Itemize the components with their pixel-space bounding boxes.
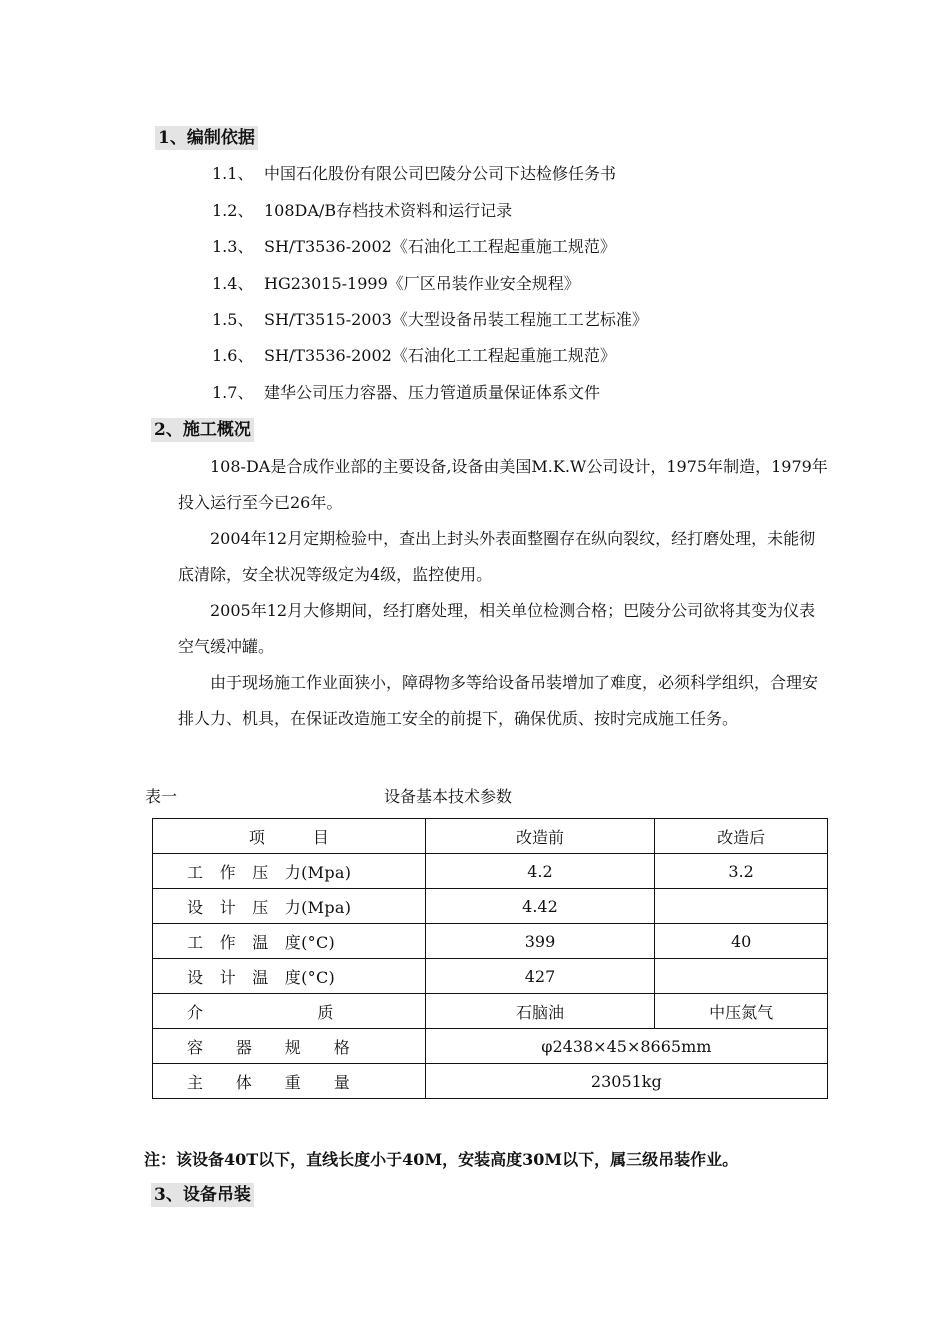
item-text: SH/T3515-2003《大型设备吊装工程施工工艺标准》 [264, 310, 648, 329]
header-cell: 改造后 [655, 819, 828, 854]
merged-value: 23051kg [425, 1064, 827, 1099]
table-row [153, 924, 828, 959]
param-name: 容 器 规 格 [153, 1029, 426, 1064]
table-row [153, 1029, 828, 1064]
value-after: 40 [655, 924, 828, 959]
paragraph: 由于现场施工作业面狭小，障碍物多等给设备吊装增加了难度，必须科学组织，合理安排人力、机具，在保证改造施工安全的前提下，确保优质、按时完成施工任务。 [178, 673, 819, 728]
item-text: HG23015-1999《厂区吊装作业安全规程》 [264, 274, 580, 293]
param-name: 设 计 压 力(Mpa) [153, 889, 426, 924]
paragraph: 2005年12月大修期间，经打磨处理，相关单位检测合格；巴陵分公司欲将其变为仪表空气缓冲罐。 [178, 601, 816, 656]
item-number: 1.6、 [212, 346, 254, 365]
basis-item [212, 235, 616, 259]
value-after: 3.2 [655, 854, 828, 889]
paragraph: 2004年12月定期检验中，查出上封头外表面整圈存在纵向裂纹，经打磨处理，未能彻底清除，安全状况等级定为4级，监控使用。 [178, 529, 816, 584]
item-number: 1.2、 [212, 201, 254, 220]
item-number: 1.1、 [212, 164, 254, 183]
value-after [655, 959, 828, 994]
value-before: 石脑油 [425, 994, 655, 1029]
table-row [153, 994, 828, 1029]
table-title: 设备基本技术参数 [384, 787, 513, 806]
item-number: 1.7、 [212, 383, 254, 402]
param-name: 工 作 压 力(Mpa) [153, 854, 426, 889]
basis-item [212, 381, 600, 405]
item-text: SH/T3536-2002《石油化工工程起重施工规范》 [264, 346, 616, 365]
table-header-row [153, 819, 828, 854]
table-row [153, 889, 828, 924]
overview-paragraphs [178, 449, 828, 737]
section-heading-overview: 2、施工概况 [151, 418, 254, 442]
param-name: 工 作 温 度(°C) [153, 924, 426, 959]
item-number: 1.3、 [212, 237, 254, 256]
merged-value: φ2438×45×8665mm [425, 1029, 827, 1064]
param-name: 设 计 温 度(°C) [153, 959, 426, 994]
value-before: 4.2 [425, 854, 655, 889]
header-cell: 项 目 [153, 819, 426, 854]
header-cell: 改造前 [425, 819, 655, 854]
item-text: 108DA/B存档技术资料和运行记录 [264, 201, 513, 220]
table-row [153, 959, 828, 994]
section-heading-lifting: 3、设备吊装 [151, 1183, 254, 1207]
parameters-table [152, 818, 828, 1099]
item-text: SH/T3536-2002《石油化工工程起重施工规范》 [264, 237, 616, 256]
paragraph: 108-DA是合成作业部的主要设备,设备由美国M.K.W公司设计，1975年制造，1979年投入运行至今已26年。 [178, 457, 828, 512]
value-after [655, 889, 828, 924]
basis-item [212, 162, 616, 186]
section-heading-basis: 1、编制依据 [155, 126, 258, 150]
item-number: 1.4、 [212, 274, 254, 293]
basis-item [212, 308, 648, 332]
basis-item [212, 344, 616, 368]
param-name: 主 体 重 量 [153, 1064, 426, 1099]
item-text: 中国石化股份有限公司巴陵分公司下达检修任务书 [264, 164, 617, 183]
table-label: 表一 [145, 787, 178, 806]
note-text: 注：该设备40T以下，直线长度小于40M，安装高度30M以下，属三级吊装作业。 [144, 1150, 739, 1169]
value-before: 427 [425, 959, 655, 994]
basis-item [212, 199, 512, 223]
item-number: 1.5、 [212, 310, 254, 329]
param-name: 介 质 [153, 994, 426, 1029]
table-row [153, 1064, 828, 1099]
value-before: 399 [425, 924, 655, 959]
value-after: 中压氮气 [655, 994, 828, 1029]
basis-item [212, 272, 580, 296]
item-text: 建华公司压力容器、压力管道质量保证体系文件 [264, 383, 601, 402]
table-row [153, 854, 828, 889]
value-before: 4.42 [425, 889, 655, 924]
